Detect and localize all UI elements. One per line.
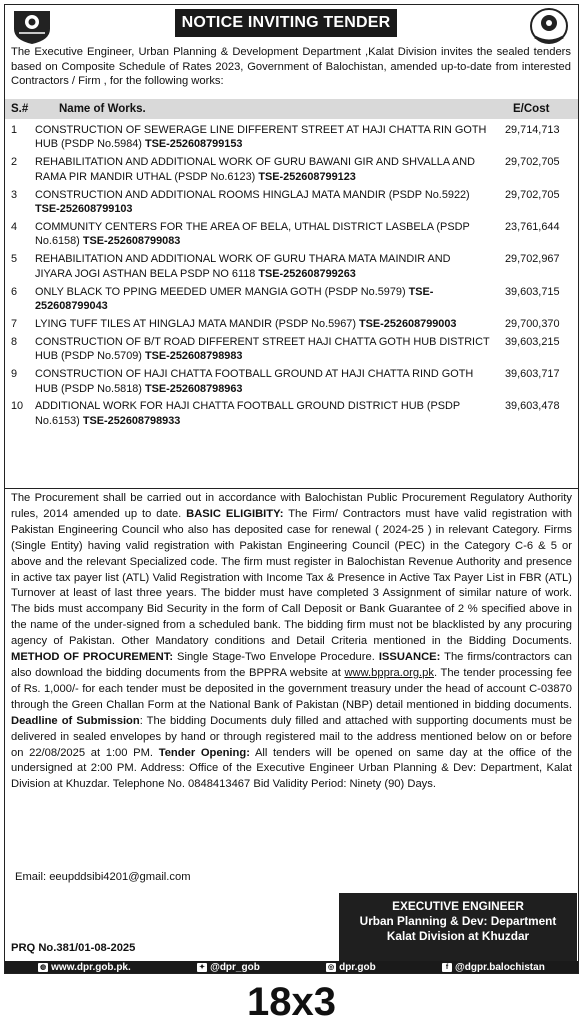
- signature-title: EXECUTIVE ENGINEER: [392, 899, 524, 913]
- row-work: REHABILITATION AND ADDITIONAL WORK OF GURU BAWANI GIR AND SHVALLA AND RAMA PIR MANDIR UTHAL (PSDP No.6123) TSE-252608799123: [35, 156, 475, 183]
- tender-id: TSE-252608799003: [358, 317, 457, 330]
- works-table: [5, 123, 578, 432]
- row-work: ADDITIONAL WORK FOR HAJI CHATTA FOOTBALL GROUND DISTRICT HUB (PSDP No.6153) TSE-252608798933: [35, 400, 460, 427]
- row-serial: 9: [11, 368, 18, 381]
- row-serial: 4: [11, 220, 18, 233]
- table-row: [5, 367, 578, 396]
- table-row: [5, 252, 578, 281]
- page-title: NOTICE INVITING TENDER: [175, 9, 397, 37]
- row-serial: 6: [11, 285, 18, 298]
- footer-facebook[interactable]: f @dgpr.balochistan: [442, 962, 545, 973]
- tender-id: TSE-252608798963: [144, 382, 243, 395]
- table-row: [5, 399, 578, 428]
- table-row: [5, 317, 578, 331]
- row-serial: 1: [11, 124, 18, 136]
- table-row: [5, 155, 578, 184]
- row-work: CONSTRUCTION OF SEWERAGE LINE DIFFERENT STREET AT HAJI CHATTA RIN GOTH HUB (PSDP No.5984) TSE-252608799153: [35, 124, 487, 151]
- instagram-icon: ◎: [328, 964, 335, 971]
- table-row: [5, 220, 578, 249]
- twitter-icon: ✦: [197, 963, 207, 972]
- signature-block: [339, 893, 577, 963]
- column-estimated-cost: E/Cost: [513, 103, 550, 115]
- row-work: CONSTRUCTION OF B/T ROAD DIFFERENT STREET HAJI CHATTA GOTH HUB DISTRICT HUB (PSDP No.5709) TSE-252608798983: [35, 335, 490, 363]
- row-cost: 23,761,644: [505, 220, 560, 233]
- tender-notice: [4, 4, 579, 974]
- ad-size-label: 18x3: [247, 980, 336, 1024]
- globe-icon: ◍: [40, 964, 47, 971]
- terms-paragraph: The Procurement shall be carried out in accordance with Balochistan Public Procurement Regulatory Authority rules, 2014 amended up to date. BASIC ELIGIBITY: The Firm/ Contractors must have valid registration with Pakistan Engineering Council who also has deposited case for renewal ( 2024-25 ) in relevant Category. Firms (Single Entity) having valid registration with Pakistan Engineering Council (PEC) in the Category C-6 & 5 or above and the relevant Specialized code. The firm must register in Balochistan Revenue Authority and presence in active tax payer list (ATL) Valid Registration with Income Tax & Presence in Active Tax Payer List in FBR (ATL) Turnover at least of last three years. The bidder must have completed 3 Assignment of similar nature of work. The bids must accompany Bid Security in the form of Call Deposit or Bank Guarantee of 2 % specified above in the name of the under-signed from a scheduled bank. The bidding firm must not be blacklisted by any procuring agency of Pakistan. Other Mandatory conditions and Detail Criteria mentioned in the Bidding Documents. METHOD OF PROCUREMENT: Single Stage-Two Envelope Procedure. ISSUANCE: The firms/contractors can also download the bidding documents from the BPPRA website at www.bppra.org.pk. The tender processing fee of Rs. 1,000/- for each tender must be deposited in the government treasury under the head of account C-03870 through the Green Challan Form at the National Bank of Pakistan (NBP) detail mentioned in bidding documents. Deadline of Submission: The bidding Documents duly filled and attached with supporting documents must be delivered in sealed envelopes by hand or through registered mail to the address mentioned below on or before on 22/08/2025 at 1:00 PM. Tender Opening: All tenders will be opened on same day at the office of the undersigned at 2:00 PM. Address: Office of the Executive Engineer Urban Planning & Dev: Department, Kalat Division at Khuzdar. Telephone No. 0848413467 Bid Validity Period: Ninety (90) Days.: [11, 492, 573, 791]
- tender-id: TSE-252608798933: [82, 414, 181, 427]
- row-serial: 3: [11, 188, 18, 201]
- row-cost: 39,603,717: [505, 368, 560, 381]
- tender-id: TSE-252608799123: [258, 170, 356, 183]
- table-row: [5, 123, 578, 152]
- row-work: ONLY BLACK TO PPING MEEDED UMER MANGIA GOTH (PSDP No.5979) TSE-252608799043: [35, 285, 434, 312]
- heading-deadline: Deadline of Submission: [11, 714, 140, 727]
- row-serial: 10: [11, 400, 24, 413]
- row-cost: 39,603,715: [505, 285, 560, 298]
- contact-email[interactable]: Email: eeupddsibi4201@gmail.com: [15, 871, 191, 883]
- row-serial: 2: [11, 156, 18, 169]
- heading-eligibility: BASIC ELIGIBITY:: [186, 507, 284, 520]
- row-cost: 29,700,370: [505, 317, 560, 330]
- row-work: COMMUNITY CENTERS FOR THE AREA OF BELA, UTHAL DISTRICT LASBELA (PSDP No.6158) TSE-252608799083: [35, 220, 470, 248]
- row-cost: 39,603,478: [505, 400, 560, 413]
- signature-division: Kalat Division at Khuzdar: [386, 929, 530, 943]
- prq-number: PRQ No.381/01-08-2025: [11, 942, 136, 954]
- column-work-name: Name of Works.: [59, 103, 146, 115]
- section-divider: [5, 488, 578, 489]
- government-seal: [528, 7, 570, 45]
- column-serial: S.#: [11, 103, 29, 115]
- heading-issuance: ISSUANCE:: [378, 651, 441, 664]
- tender-id: TSE-252608799153: [144, 138, 243, 151]
- tender-id: TSE-252608799043: [35, 285, 434, 312]
- bppra-website-link[interactable]: www.bppra.org.pk: [344, 666, 434, 679]
- row-cost: 29,702,967: [505, 253, 560, 266]
- facebook-icon: f: [442, 963, 452, 972]
- table-row: [5, 335, 578, 364]
- row-cost: 29,702,705: [505, 188, 560, 201]
- row-cost: 29,714,713: [505, 124, 560, 136]
- row-cost: 39,603,215: [505, 335, 560, 348]
- row-work: CONSTRUCTION OF HAJI CHATTA FOOTBALL GROUND AT HAJI CHATTA RIND GOTH HUB (PSDP No.5818) TSE-252608798963: [35, 368, 474, 395]
- tender-id: TSE-252608799103: [35, 203, 133, 216]
- notice-header: [5, 5, 578, 47]
- row-cost: 29,702,705: [505, 156, 560, 169]
- row-work: LYING TUFF TILES AT HINGLAJ MATA MANDIR (PSDP No.5967) TSE-252608799003: [35, 317, 457, 330]
- row-serial: 8: [11, 335, 18, 348]
- tender-id: TSE-252608799083: [82, 235, 181, 248]
- intro-paragraph: The Executive Engineer, Urban Planning & Development Department ,Kalat Division invites the sealed tenders based on Composite Schedule of Rates 2023, Government of Balochistan, amended up-to-date from interested Contractors / Firm , for the following works:: [11, 46, 571, 88]
- table-row: [5, 188, 578, 217]
- tender-id: TSE-252608798983: [144, 350, 243, 363]
- row-serial: 7: [11, 317, 18, 330]
- footer-instagram[interactable]: ◎ dpr.gob: [328, 962, 376, 973]
- footer-website[interactable]: ◍ www.dpr.gob.pk.: [40, 962, 131, 973]
- row-work: REHABILITATION AND ADDITIONAL WORK OF GURU THARA MATA MAINDIR AND JIYARA JOGI ASTHAN BELA PSDP NO 6118 TSE-252608799263: [35, 253, 451, 280]
- footer-social-bar: [5, 961, 578, 974]
- works-table-header: [5, 99, 578, 119]
- footer-twitter[interactable]: ✦ @dpr_gob: [197, 962, 260, 973]
- department-logo: [11, 7, 53, 45]
- heading-method: METHOD OF PROCUREMENT:: [11, 651, 174, 664]
- tender-id: TSE-252608799263: [258, 267, 356, 280]
- signature-department: Urban Planning & Dev: Department: [359, 914, 557, 928]
- table-row: [5, 285, 578, 314]
- row-serial: 5: [11, 253, 18, 266]
- heading-opening: Tender Opening:: [158, 746, 250, 759]
- row-work: CONSTRUCTION AND ADDITIONAL ROOMS HINGLAJ MATA MANDIR (PSDP No.5922) TSE-252608799103: [35, 188, 470, 216]
